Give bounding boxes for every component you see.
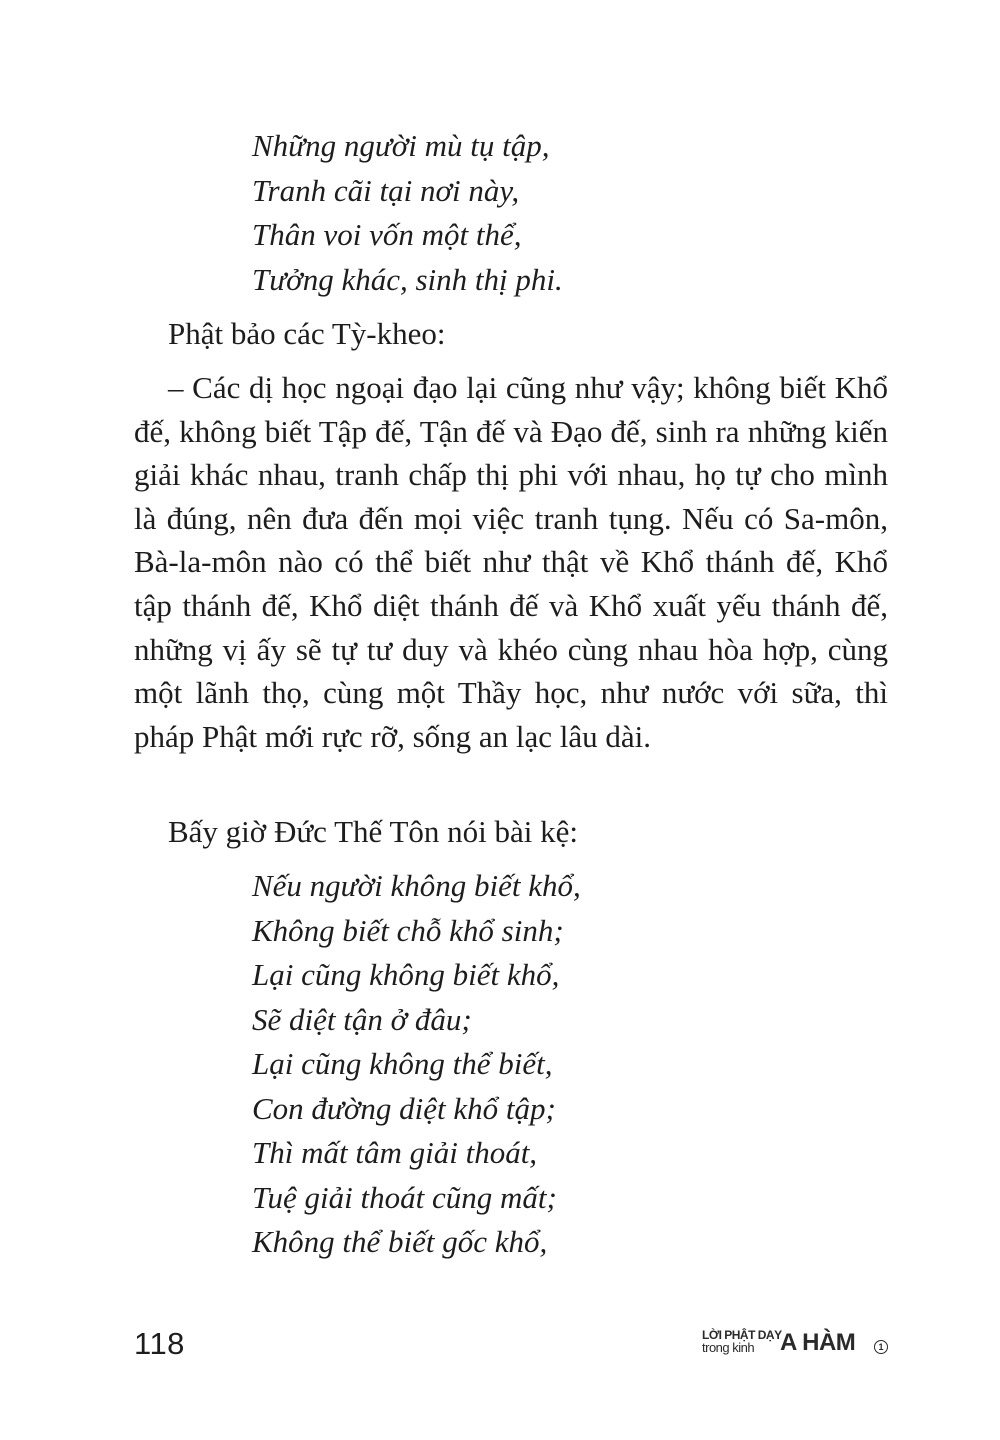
verse-line: Không thể biết gốc khổ, xyxy=(252,1224,548,1259)
verse-line: Tưởng khác, sinh thị phi. xyxy=(252,261,563,297)
intro-line-1: Phật bảo các Tỳ-kheo: xyxy=(168,316,446,351)
verse-line: Sẽ diệt tận ở đâu; xyxy=(252,1001,472,1037)
logo-big-text: A HÀM xyxy=(780,1329,856,1356)
book-title-logo xyxy=(702,1329,892,1363)
verse-line: Thì mất tâm giải thoát, xyxy=(252,1135,538,1170)
verse-line: Không biết chỗ khổ sinh; xyxy=(252,912,564,948)
verse-line: Lại cũng không thể biết, xyxy=(252,1046,553,1081)
logo-top-text: LỜI PHẬT DẠY xyxy=(702,1328,782,1342)
verse-line: Nếu người không biết khổ, xyxy=(252,868,581,903)
verse-line: Lại cũng không biết khổ, xyxy=(252,957,560,992)
verse-line: Tranh cãi tại nơi này, xyxy=(252,172,520,208)
verse-stanza-2 xyxy=(252,864,581,1265)
verse-stanza-1 xyxy=(252,124,563,302)
verse-line: Thân voi vốn một thể, xyxy=(252,217,522,252)
verse-line: Tuệ giải thoát cũng mất; xyxy=(252,1179,557,1215)
verse-line: Những người mù tụ tập, xyxy=(252,128,550,163)
page-number: 118 xyxy=(134,1326,185,1361)
intro-line-2: Bấy giờ Đức Thế Tôn nói bài kệ: xyxy=(168,814,579,849)
verse-line: Con đường diệt khổ tập; xyxy=(252,1090,556,1126)
main-paragraph: – Các dị học ngoại đạo lại cũng như vậy; không biết Khổ đế, không biết Tập đế, Tận đế và Đạo đế, sinh ra những kiến giải khác nhau, tranh chấp thị phi với nhau, họ tự cho mình là đúng, nên đưa đến mọi việc tranh tụng. Nếu có Sa-môn, Bà-la-môn nào có thể biết như thật về Khổ thánh đế, Khổ tập thánh đế, Khổ diệt thánh đế và Khổ xuất yếu thánh đế, những vị ấy sẽ tự tư duy và khéo cùng nhau hòa hợp, cùng một lãnh thọ, cùng một Thầy học, như nước với sữa, thì pháp Phật mới rực rỡ, sống an lạc lâu dài. xyxy=(134,370,888,754)
logo-bottom-text: trong kinh xyxy=(702,1340,755,1355)
volume-badge: 1 xyxy=(874,1340,888,1354)
